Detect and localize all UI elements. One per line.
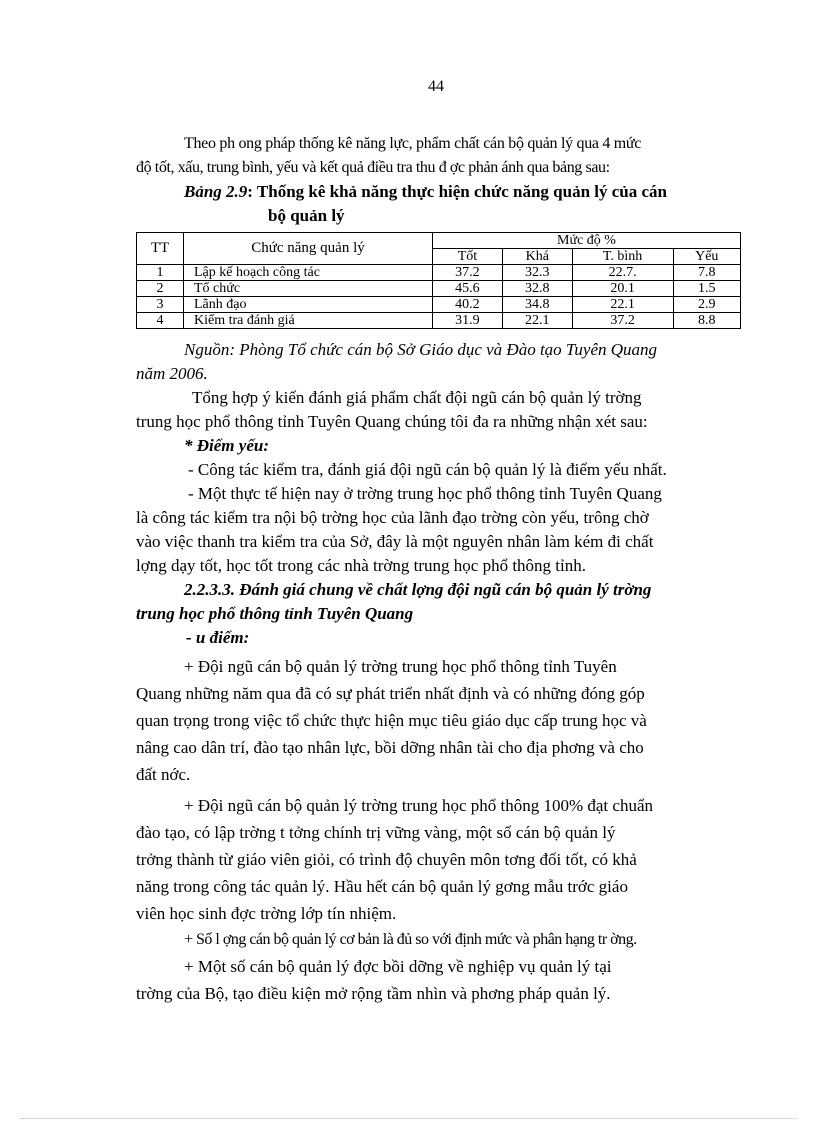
strength-2-line-1: + Đội ngũ cán bộ quản lý trờng trung học phổ thông 100% đạt chuẩn bbox=[184, 796, 653, 815]
summary-paragraph bbox=[136, 386, 740, 434]
row-tt: 3 bbox=[137, 297, 184, 313]
page-number: 44 bbox=[428, 78, 444, 95]
weakness-item-2-line-3: vào việc thanh tra kiểm tra của Sở, đây là một nguyên nhân làm kém đi chất bbox=[136, 532, 654, 551]
header-function: Chức năng quản lý bbox=[184, 233, 433, 265]
strength-1-line-3: quan trọng trong việc tổ chức thực hiện mục tiêu giáo dục cấp trung học và bbox=[136, 711, 647, 730]
row-value: 34.8 bbox=[502, 297, 572, 313]
table-row bbox=[137, 265, 741, 281]
table-caption-label: Bảng 2.9 bbox=[184, 182, 248, 201]
level-average: T. bình bbox=[572, 249, 673, 265]
table-row bbox=[137, 313, 741, 329]
strength-2-line-5: viên học sinh đợc trờng lớp tín nhiệm. bbox=[136, 904, 397, 923]
row-value: 1.5 bbox=[673, 281, 740, 297]
row-tt: 1 bbox=[137, 265, 184, 281]
row-tt: 2 bbox=[137, 281, 184, 297]
table-row bbox=[137, 297, 741, 313]
strength-1-line-4: nâng cao dân trí, đào tạo nhân lực, bồi dỡng nhân tài cho địa phơng và cho bbox=[136, 738, 644, 757]
header-level: Mức độ % bbox=[433, 233, 741, 249]
strength-2-line-4: năng trong công tác quản lý. Hầu hết cán bộ quản lý gơng mẫu trớc giáo bbox=[136, 877, 628, 896]
level-good: Tốt bbox=[433, 249, 503, 265]
row-function: Kiểm tra đánh giá bbox=[184, 313, 433, 329]
row-value: 2.9 bbox=[673, 297, 740, 313]
row-function: Lập kế hoạch công tác bbox=[184, 265, 433, 281]
row-value: 37.2 bbox=[572, 313, 673, 329]
strength-4-line-1: + Một số cán bộ quản lý đợc bồi dỡng về nghiệp vụ quản lý tại bbox=[184, 957, 612, 976]
header-tt: TT bbox=[137, 233, 184, 265]
row-value: 22.7. bbox=[572, 265, 673, 281]
table-row bbox=[137, 281, 741, 297]
source-line-2: năm 2006. bbox=[136, 364, 208, 383]
summary-line-1: Tổng hợp ý kiến đánh giá phẩm chất đội ngũ cán bộ quản lý trờng bbox=[192, 388, 642, 407]
weakness-item-2-line-4: lợng dạy tốt, học tốt trong các nhà trờng trung học phổ thông tỉnh. bbox=[136, 556, 586, 575]
source-line-1: Nguồn: Phòng Tổ chức cán bộ Sở Giáo dục và Đào tạo Tuyên Quang bbox=[184, 340, 658, 359]
section-heading-line-1: 2.2.3.3. Đánh giá chung về chất lợng đội ngũ cán bộ quản lý trờng bbox=[184, 580, 652, 599]
page-bottom-divider bbox=[20, 1118, 796, 1119]
summary-line-2: trung học phổ thông tỉnh Tuyên Quang chúng tôi đa ra những nhận xét sau: bbox=[136, 412, 648, 431]
row-function: Tổ chức bbox=[184, 281, 433, 297]
intro-paragraph bbox=[136, 132, 740, 180]
strength-section bbox=[136, 626, 740, 1007]
row-value: 20.1 bbox=[572, 281, 673, 297]
weakness-item-2-line-2: là công tác kiểm tra nội bộ trờng học của lãnh đạo trờng còn yếu, trông chờ bbox=[136, 508, 649, 527]
row-value: 32.8 bbox=[502, 281, 572, 297]
intro-line-1: Theo ph ong pháp thống kê năng lực, phẩm chất cán bộ quản lý qua 4 mức bbox=[184, 135, 642, 152]
row-function: Lãnh đạo bbox=[184, 297, 433, 313]
strength-1-line-5: đất nớc. bbox=[136, 765, 191, 784]
table-caption-text-2: bộ quản lý bbox=[268, 206, 345, 225]
row-value: 22.1 bbox=[572, 297, 673, 313]
section-heading bbox=[136, 578, 740, 626]
section-heading-line-2: trung học phổ thông tỉnh Tuyên Quang bbox=[136, 604, 414, 623]
row-value: 8.8 bbox=[673, 313, 740, 329]
row-value: 40.2 bbox=[433, 297, 503, 313]
row-value: 37.2 bbox=[433, 265, 503, 281]
strength-2-line-3: trởng thành từ giáo viên giỏi, có trình độ chuyên môn tơng đối tốt, có khả bbox=[136, 850, 637, 869]
row-value: 31.9 bbox=[433, 313, 503, 329]
strength-heading: - u điểm: bbox=[186, 628, 250, 647]
intro-line-2: độ tốt, xấu, trung bình, yếu và kết quả điều tra thu đ ợc phản ánh qua bảng sau: bbox=[136, 159, 610, 176]
table-caption bbox=[136, 180, 740, 228]
level-fair: Khá bbox=[502, 249, 572, 265]
row-tt: 4 bbox=[137, 313, 184, 329]
level-weak: Yếu bbox=[673, 249, 740, 265]
table-header-row bbox=[137, 233, 741, 249]
weakness-item-1: - Công tác kiểm tra, đánh giá đội ngũ cán bộ quản lý là điểm yếu nhất. bbox=[188, 460, 667, 479]
weakness-section bbox=[136, 434, 740, 578]
row-value: 7.8 bbox=[673, 265, 740, 281]
table-caption-text-1: : Thống kê khả năng thực hiện chức năng quản lý của cán bbox=[247, 182, 668, 201]
strength-2-line-2: đào tạo, có lập trờng t tởng chính trị vững vàng, một số cán bộ quản lý bbox=[136, 823, 616, 842]
row-value: 22.1 bbox=[502, 313, 572, 329]
table-source bbox=[136, 338, 740, 386]
strength-1-line-2: Quang những năm qua đã có sự phát triển nhất định và có những đóng góp bbox=[136, 684, 645, 703]
row-value: 45.6 bbox=[433, 281, 503, 297]
weakness-item-2-line-1: - Một thực tế hiện nay ở trờng trung học phổ thông tỉnh Tuyên Quang bbox=[188, 484, 662, 503]
row-value: 32.3 bbox=[502, 265, 572, 281]
stats-table bbox=[136, 232, 741, 329]
weakness-heading: * Điểm yếu: bbox=[184, 436, 269, 455]
strength-3: + Số l ợng cán bộ quản lý cơ bản là đủ so với định mức và phân hạng tr ờng. bbox=[184, 931, 637, 948]
strength-1-line-1: + Đội ngũ cán bộ quản lý trờng trung học phổ thông tỉnh Tuyên bbox=[184, 657, 617, 676]
strength-4-line-2: trờng của Bộ, tạo điều kiện mở rộng tầm nhìn và phơng pháp quản lý. bbox=[136, 984, 611, 1003]
